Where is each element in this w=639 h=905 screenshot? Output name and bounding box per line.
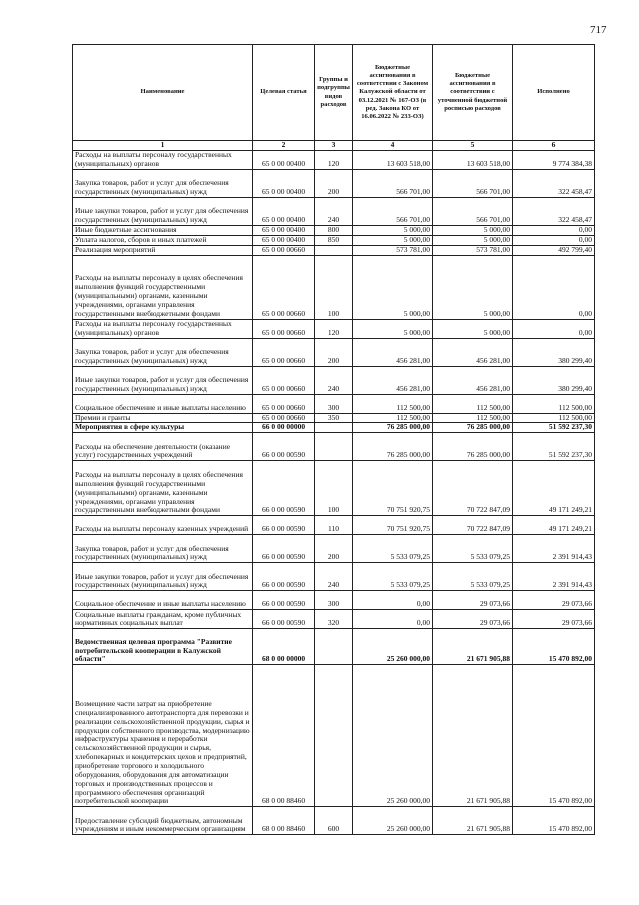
- table-row: [73, 245, 595, 255]
- row-executed-amount-cell: 0,00: [513, 235, 595, 245]
- row-refined-amount-cell: 70 722 847,09: [433, 516, 513, 535]
- table-row: [73, 563, 595, 591]
- col-number: 6: [513, 141, 595, 151]
- row-law-amount-cell: 566 701,00: [353, 198, 433, 226]
- row-name-cell: Возмещение части затрат на приобретение специализированного автотранспорта для перевозки и реализации сельскохозяйственной продукции, сырья и продукции собственного производства, модернизацию инфраструктуры хранения и переработки сельскохозяйственной продукции и сырья, хлебопекарных и кондитерских цехов и предприятий, приобретение торгового и холодильного оборудования, оборудования для автоматизации торговых и производственных процессов и программного обеспечения организаций потребительской кооперации: [73, 665, 253, 807]
- row-target-cell: 65 0 00 00660: [253, 255, 315, 319]
- row-executed-amount-cell: 15 470 892,00: [513, 807, 595, 835]
- col-number: 1: [73, 141, 253, 151]
- table-row: [73, 226, 595, 236]
- row-law-amount-cell: 5 000,00: [353, 235, 433, 245]
- row-executed-amount-cell: 492 799,40: [513, 245, 595, 255]
- table-row: [73, 151, 595, 170]
- row-name-cell: Мероприятия в сфере культуры: [73, 423, 253, 433]
- col-number: 4: [353, 141, 433, 151]
- row-refined-amount-cell: 112 500,00: [433, 394, 513, 413]
- row-law-amount-cell: 76 285 000,00: [353, 423, 433, 433]
- table-row: [73, 235, 595, 245]
- row-target-cell: 65 0 00 00400: [253, 235, 315, 245]
- row-name-cell: Расходы на выплаты персоналу в целях обеспечения выполнения функций государственными (муниципальными) органами, казенными учреждениями, органами управления государственными внебюджетными фондами: [73, 461, 253, 516]
- row-executed-amount-cell: 15 470 892,00: [513, 665, 595, 807]
- row-name-cell: Социальные выплаты гражданам, кроме публичных нормативных социальных выплат: [73, 610, 253, 629]
- row-group-cell: 850: [315, 235, 353, 245]
- row-name-cell: Иные закупки товаров, работ и услуг для обеспечения государственных (муниципальных) нужд: [73, 198, 253, 226]
- row-refined-amount-cell: 76 285 000,00: [433, 433, 513, 461]
- row-group-cell: 110: [315, 516, 353, 535]
- row-law-amount-cell: 76 285 000,00: [353, 433, 433, 461]
- row-law-amount-cell: 566 701,00: [353, 170, 433, 198]
- row-target-cell: 66 0 00 00590: [253, 516, 315, 535]
- row-name-cell: Иные закупки товаров, работ и услуг для обеспечения государственных (муниципальных) нужд: [73, 563, 253, 591]
- row-target-cell: 68 0 00 88460: [253, 807, 315, 835]
- row-name-cell: Уплата налогов, сборов и иных платежей: [73, 235, 253, 245]
- table-row: [73, 591, 595, 610]
- row-target-cell: 65 0 00 00660: [253, 338, 315, 366]
- header-target: Целевая статья: [253, 45, 315, 141]
- col-number: 2: [253, 141, 315, 151]
- row-refined-amount-cell: 5 000,00: [433, 319, 513, 338]
- row-target-cell: 65 0 00 00660: [253, 394, 315, 413]
- table-row: [73, 807, 595, 835]
- table-row: [73, 394, 595, 413]
- row-group-cell: 100: [315, 461, 353, 516]
- row-refined-amount-cell: 13 603 518,00: [433, 151, 513, 170]
- row-law-amount-cell: 13 603 518,00: [353, 151, 433, 170]
- row-target-cell: 66 0 00 00590: [253, 610, 315, 629]
- row-executed-amount-cell: 2 391 914,43: [513, 535, 595, 563]
- header-law: Бюджетные ассигнования в соответствии с Законом Калужской области от 03.12.2021 № 167-ОЗ (в ред. Закона КО от 16.06.2022 № 233-ОЗ): [353, 45, 433, 141]
- row-name-cell: Закупка товаров, работ и услуг для обеспечения государственных (муниципальных) нужд: [73, 170, 253, 198]
- page-number: 717: [590, 24, 607, 36]
- row-name-cell: Предоставление субсидий бюджетным, автономным учреждениям и иным некоммерческим организациям: [73, 807, 253, 835]
- row-refined-amount-cell: 29 073,66: [433, 610, 513, 629]
- row-target-cell: 68 0 00 88460: [253, 665, 315, 807]
- row-name-cell: Социальное обеспечение и иные выплаты населению: [73, 394, 253, 413]
- row-refined-amount-cell: 70 722 847,09: [433, 461, 513, 516]
- row-group-cell: [315, 629, 353, 665]
- row-group-cell: 300: [315, 591, 353, 610]
- row-law-amount-cell: 25 260 000,00: [353, 665, 433, 807]
- row-executed-amount-cell: 51 592 237,30: [513, 423, 595, 433]
- row-name-cell: Ведомственная целевая программа "Развитие потребительской кооперации в Калужской области": [73, 629, 253, 665]
- row-executed-amount-cell: 112 500,00: [513, 413, 595, 423]
- row-executed-amount-cell: 380 299,40: [513, 338, 595, 366]
- row-refined-amount-cell: 456 281,00: [433, 338, 513, 366]
- row-group-cell: 300: [315, 394, 353, 413]
- header-name: Наименование: [73, 45, 253, 141]
- row-name-cell: Расходы на выплаты персоналу государственных (муниципальных) органов: [73, 319, 253, 338]
- row-law-amount-cell: 112 500,00: [353, 394, 433, 413]
- header-executed: Исполнено: [513, 45, 595, 141]
- row-name-cell: Расходы на выплаты персоналу казенных учреждений: [73, 516, 253, 535]
- row-name-cell: Премии и гранты: [73, 413, 253, 423]
- row-law-amount-cell: 0,00: [353, 591, 433, 610]
- row-target-cell: 65 0 00 00660: [253, 413, 315, 423]
- row-group-cell: 200: [315, 535, 353, 563]
- row-name-cell: Реализация мероприятий: [73, 245, 253, 255]
- row-target-cell: 65 0 00 00400: [253, 170, 315, 198]
- table-row: [73, 366, 595, 394]
- row-law-amount-cell: 5 533 079,25: [353, 535, 433, 563]
- row-law-amount-cell: 70 751 920,75: [353, 461, 433, 516]
- row-law-amount-cell: 0,00: [353, 610, 433, 629]
- row-name-cell: Закупка товаров, работ и услуг для обеспечения государственных (муниципальных) нужд: [73, 338, 253, 366]
- row-refined-amount-cell: 5 000,00: [433, 255, 513, 319]
- row-group-cell: 600: [315, 807, 353, 835]
- row-group-cell: 240: [315, 366, 353, 394]
- row-group-cell: [315, 423, 353, 433]
- row-refined-amount-cell: 21 671 905,88: [433, 807, 513, 835]
- row-group-cell: 240: [315, 198, 353, 226]
- row-target-cell: 65 0 00 00660: [253, 319, 315, 338]
- row-refined-amount-cell: 566 701,00: [433, 198, 513, 226]
- row-refined-amount-cell: 456 281,00: [433, 366, 513, 394]
- row-refined-amount-cell: 29 073,66: [433, 591, 513, 610]
- row-executed-amount-cell: 9 774 384,38: [513, 151, 595, 170]
- row-refined-amount-cell: 566 701,00: [433, 170, 513, 198]
- row-group-cell: [315, 245, 353, 255]
- row-refined-amount-cell: 112 500,00: [433, 413, 513, 423]
- row-group-cell: 320: [315, 610, 353, 629]
- row-group-cell: 120: [315, 319, 353, 338]
- row-executed-amount-cell: 0,00: [513, 319, 595, 338]
- row-group-cell: 200: [315, 170, 353, 198]
- row-executed-amount-cell: 0,00: [513, 255, 595, 319]
- row-target-cell: 65 0 00 00400: [253, 198, 315, 226]
- row-law-amount-cell: 573 781,00: [353, 245, 433, 255]
- row-executed-amount-cell: 322 458,47: [513, 170, 595, 198]
- row-executed-amount-cell: 51 592 237,30: [513, 433, 595, 461]
- row-group-cell: 100: [315, 255, 353, 319]
- table-body: [73, 151, 595, 835]
- row-target-cell: 66 0 00 00000: [253, 423, 315, 433]
- row-law-amount-cell: 5 000,00: [353, 226, 433, 236]
- row-executed-amount-cell: 29 073,66: [513, 591, 595, 610]
- row-refined-amount-cell: 5 000,00: [433, 226, 513, 236]
- row-executed-amount-cell: 380 299,40: [513, 366, 595, 394]
- row-law-amount-cell: 5 000,00: [353, 255, 433, 319]
- row-name-cell: Расходы на выплаты персоналу в целях обеспечения выполнения функций государственными (муниципальными) органами, казенными учреждениями, органами управления государственными внебюджетными фондами: [73, 255, 253, 319]
- row-law-amount-cell: 5 533 079,25: [353, 563, 433, 591]
- table-row: [73, 461, 595, 516]
- table-row: [73, 629, 595, 665]
- table-row: [73, 255, 595, 319]
- row-refined-amount-cell: 5 000,00: [433, 235, 513, 245]
- row-refined-amount-cell: 21 671 905,88: [433, 629, 513, 665]
- row-executed-amount-cell: 2 391 914,43: [513, 563, 595, 591]
- row-target-cell: 65 0 00 00400: [253, 151, 315, 170]
- row-name-cell: Социальное обеспечение и иные выплаты населению: [73, 591, 253, 610]
- column-number-row: [73, 141, 595, 151]
- row-law-amount-cell: 112 500,00: [353, 413, 433, 423]
- row-target-cell: 66 0 00 00590: [253, 461, 315, 516]
- row-refined-amount-cell: 76 285 000,00: [433, 423, 513, 433]
- row-name-cell: Расходы на обеспечение деятельности (оказание услуг) государственных учреждений: [73, 433, 253, 461]
- row-refined-amount-cell: 5 533 079,25: [433, 535, 513, 563]
- row-target-cell: 66 0 00 00590: [253, 591, 315, 610]
- row-group-cell: 120: [315, 151, 353, 170]
- row-group-cell: [315, 665, 353, 807]
- table-row: [73, 319, 595, 338]
- row-executed-amount-cell: 322 458,47: [513, 198, 595, 226]
- col-number: 5: [433, 141, 513, 151]
- row-name-cell: Закупка товаров, работ и услуг для обеспечения государственных (муниципальных) нужд: [73, 535, 253, 563]
- row-group-cell: [315, 433, 353, 461]
- row-target-cell: 65 0 00 00660: [253, 366, 315, 394]
- table-row: [73, 198, 595, 226]
- table-row: [73, 665, 595, 807]
- row-law-amount-cell: 25 260 000,00: [353, 807, 433, 835]
- table-row: [73, 610, 595, 629]
- row-executed-amount-cell: 49 171 249,21: [513, 516, 595, 535]
- row-target-cell: 66 0 00 00590: [253, 433, 315, 461]
- row-law-amount-cell: 25 260 000,00: [353, 629, 433, 665]
- row-target-cell: 66 0 00 00590: [253, 563, 315, 591]
- row-name-cell: Расходы на выплаты персоналу государственных (муниципальных) органов: [73, 151, 253, 170]
- row-name-cell: Иные бюджетные ассигнования: [73, 226, 253, 236]
- budget-table: [72, 44, 595, 835]
- header-groups: Группы и подгруппы видов расходов: [315, 45, 353, 141]
- row-target-cell: 66 0 00 00590: [253, 535, 315, 563]
- col-number: 3: [315, 141, 353, 151]
- row-law-amount-cell: 456 281,00: [353, 366, 433, 394]
- table-row: [73, 423, 595, 433]
- table-row: [73, 433, 595, 461]
- row-group-cell: 800: [315, 226, 353, 236]
- row-executed-amount-cell: 49 171 249,21: [513, 461, 595, 516]
- row-refined-amount-cell: 573 781,00: [433, 245, 513, 255]
- row-target-cell: 65 0 00 00660: [253, 245, 315, 255]
- row-target-cell: 68 0 00 00000: [253, 629, 315, 665]
- row-refined-amount-cell: 5 533 079,25: [433, 563, 513, 591]
- row-executed-amount-cell: 112 500,00: [513, 394, 595, 413]
- row-law-amount-cell: 5 000,00: [353, 319, 433, 338]
- row-law-amount-cell: 70 751 920,75: [353, 516, 433, 535]
- row-executed-amount-cell: 15 470 892,00: [513, 629, 595, 665]
- header-row: [73, 45, 595, 141]
- header-refined: Бюджетные ассигнования в соответствии с уточненной бюджетной росписью расходов: [433, 45, 513, 141]
- row-target-cell: 65 0 00 00400: [253, 226, 315, 236]
- table-row: [73, 170, 595, 198]
- table-row: [73, 516, 595, 535]
- row-executed-amount-cell: 29 073,66: [513, 610, 595, 629]
- row-law-amount-cell: 456 281,00: [353, 338, 433, 366]
- row-name-cell: Иные закупки товаров, работ и услуг для обеспечения государственных (муниципальных) нужд: [73, 366, 253, 394]
- row-group-cell: 240: [315, 563, 353, 591]
- table-row: [73, 535, 595, 563]
- table-row: [73, 413, 595, 423]
- row-group-cell: 350: [315, 413, 353, 423]
- row-executed-amount-cell: 0,00: [513, 226, 595, 236]
- row-refined-amount-cell: 21 671 905,88: [433, 665, 513, 807]
- table-row: [73, 338, 595, 366]
- row-group-cell: 200: [315, 338, 353, 366]
